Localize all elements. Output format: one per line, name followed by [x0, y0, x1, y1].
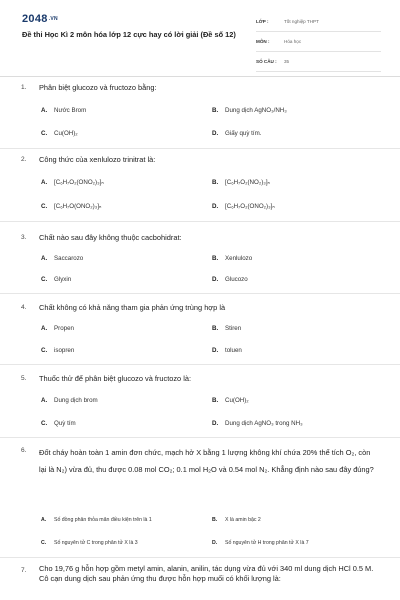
question-number: 4. [21, 304, 27, 311]
answer-option-d[interactable]: D. toluen [212, 347, 242, 354]
question-number: 6. [21, 447, 27, 454]
option-text: Xenlulozo [225, 255, 253, 262]
option-text: Propen [54, 325, 74, 332]
option-text: [C₆H₇O₂(NO₂)₃]ₙ [225, 179, 271, 186]
option-text: Dung dịch AgNO₃ trong NH₃ [225, 420, 303, 427]
option-text: Dung dịch AgNO₃/NH₃ [225, 107, 287, 114]
option-text: Glyxin [54, 276, 72, 283]
option-text: Số nguyên tử H trong phân tử X là 7 [225, 540, 309, 546]
question-divider [0, 148, 400, 149]
question-divider [0, 364, 400, 365]
option-text: Số nguyên tử C trong phân tử X là 3 [54, 540, 138, 546]
question-text: Đốt cháy hoàn toàn 1 amin đơn chức, mạch hở X bằng 1 lượng không khí chứa 20% thể tích O₂, còn lại là N₂) vừa đủ, thu được 0.08 mol CO₂; 0.1 mol H₂O và 0.54 mol N₂. Khẳng định nào sau đây đúng? [39, 448, 374, 474]
question-text: Chất không có khả năng tham gia phản ứng trùng hợp là [39, 303, 226, 312]
answer-option-a[interactable]: A. [C₆H₇O₂(ONO₂)₃]ₙ [41, 179, 104, 186]
meta-row-count [256, 52, 381, 72]
option-text: Saccarozo [54, 255, 84, 262]
question-number: 1. [21, 84, 27, 91]
question-number: 5. [21, 375, 27, 382]
logo-suffix: .VN [48, 16, 58, 23]
answer-option-c[interactable]: C. isopren [41, 347, 75, 354]
question-text: Chất nào sau đây không thuộc cacbohidrat: [39, 233, 182, 242]
answer-option-a[interactable]: A. Saccarozo [41, 255, 84, 262]
option-text: Quỳ tím [54, 420, 76, 427]
answer-option-b[interactable]: B. Stiren [212, 325, 242, 332]
question-divider [0, 437, 400, 438]
answer-option-a[interactable]: A. Nước Brom [41, 107, 87, 114]
exam-meta [256, 12, 381, 72]
option-text: Glucozo [225, 276, 248, 283]
option-text: [C₆H₇O₂(ONO₂)₃]ₙ [54, 179, 104, 186]
answer-option-b[interactable]: B. [C₆H₇O₂(NO₂)₃]ₙ [212, 179, 271, 186]
option-text: Giấy quỳ tím. [225, 130, 262, 137]
meta-key: MÔN : [256, 39, 270, 44]
option-text: Số đồng phân thỏa mãn điều kiện trên là 1 [54, 517, 152, 523]
answer-option-d[interactable]: D. Giấy quỳ tím. [212, 130, 262, 137]
answer-option-d[interactable]: D. Glucozo [212, 276, 248, 283]
question-text: Phân biệt glucozo và fructozo bằng: [39, 83, 157, 92]
option-text: isopren [54, 347, 75, 354]
answer-option-b[interactable]: B. Cu(OH)₂ [212, 397, 249, 404]
logo-text: 2048 [22, 13, 48, 25]
meta-value: 35 [284, 59, 290, 64]
option-text: Cu(OH)₂ [225, 397, 249, 404]
answer-option-b[interactable]: B. Dung dịch AgNO₃/NH₃ [212, 107, 287, 114]
answer-option-a[interactable]: A. Dung dịch brom [41, 397, 98, 404]
answer-option-c[interactable]: C. Quỳ tím [41, 420, 76, 427]
page-title: Đề thi Học Kì 2 môn hóa lớp 12 cực hay có lời giải (Đề số 12) [22, 30, 236, 39]
meta-row-subject [256, 32, 381, 52]
meta-key: LỚP : [256, 19, 269, 24]
meta-row-grade [256, 12, 381, 32]
question-number: 3. [21, 234, 27, 241]
document-header [0, 0, 400, 75]
answer-option-c[interactable]: C. [C₆H₇O(ONO₂)₃]ₙ [41, 203, 102, 210]
question-text: Công thức của xenlulozo trinitrat là: [39, 155, 156, 164]
site-logo[interactable] [22, 13, 58, 25]
question-divider [0, 221, 400, 222]
meta-value: Tốt nghiệp THPT [284, 19, 319, 24]
option-text: [C₆H₇O(ONO₂)₃]ₙ [54, 203, 102, 210]
answer-option-c[interactable]: C. Glyxin [41, 276, 72, 283]
option-text: Dung dịch brom [54, 397, 98, 404]
answer-option-c[interactable]: C. Số nguyên tử C trong phân tử X là 3 [41, 540, 138, 546]
option-text: toluen [225, 347, 242, 354]
answer-option-d[interactable]: D. Số nguyên tử H trong phân tử X là 7 [212, 540, 309, 546]
option-text: Nước Brom [54, 107, 87, 114]
answer-option-a[interactable]: A. Propen [41, 325, 74, 332]
answer-option-a[interactable]: A. Số đồng phân thỏa mãn điều kiện trên là 1 [41, 517, 152, 523]
header-divider [0, 76, 400, 77]
answer-option-b[interactable]: B. X là amin bậc 2 [212, 517, 261, 523]
question-divider [0, 293, 400, 294]
question-text: Cho 19,76 g hỗn hợp gồm metyl amin, alanin, anilin, tác dụng vừa đủ với 340 ml dung dịch HCl 0.5 M. Cô cạn dung dịch sau phản ứng thu được hỗn hợp muối có khối lượng là: [39, 564, 374, 583]
option-text: Cu(OH)₂ [54, 130, 78, 137]
option-text: Stiren [225, 325, 242, 332]
option-text: X là amin bậc 2 [225, 517, 261, 523]
option-text: [C₆H₇O₂(ONO₂)₃]ₙ [225, 203, 275, 210]
meta-key: SỐ CÂU : [256, 59, 277, 64]
meta-value: Hóa học [284, 39, 302, 44]
question-number: 7. [21, 567, 27, 574]
question-divider [0, 557, 400, 558]
answer-option-d[interactable]: D. Dung dịch AgNO₃ trong NH₃ [212, 420, 303, 427]
answer-option-c[interactable]: C. Cu(OH)₂ [41, 130, 78, 137]
question-text: Thuốc thử để phân biệt glucozo và fructozo là: [39, 374, 192, 383]
answer-option-b[interactable]: B. Xenlulozo [212, 255, 253, 262]
answer-option-d[interactable]: D. [C₆H₇O₂(ONO₂)₃]ₙ [212, 203, 275, 210]
question-number: 2. [21, 156, 27, 163]
